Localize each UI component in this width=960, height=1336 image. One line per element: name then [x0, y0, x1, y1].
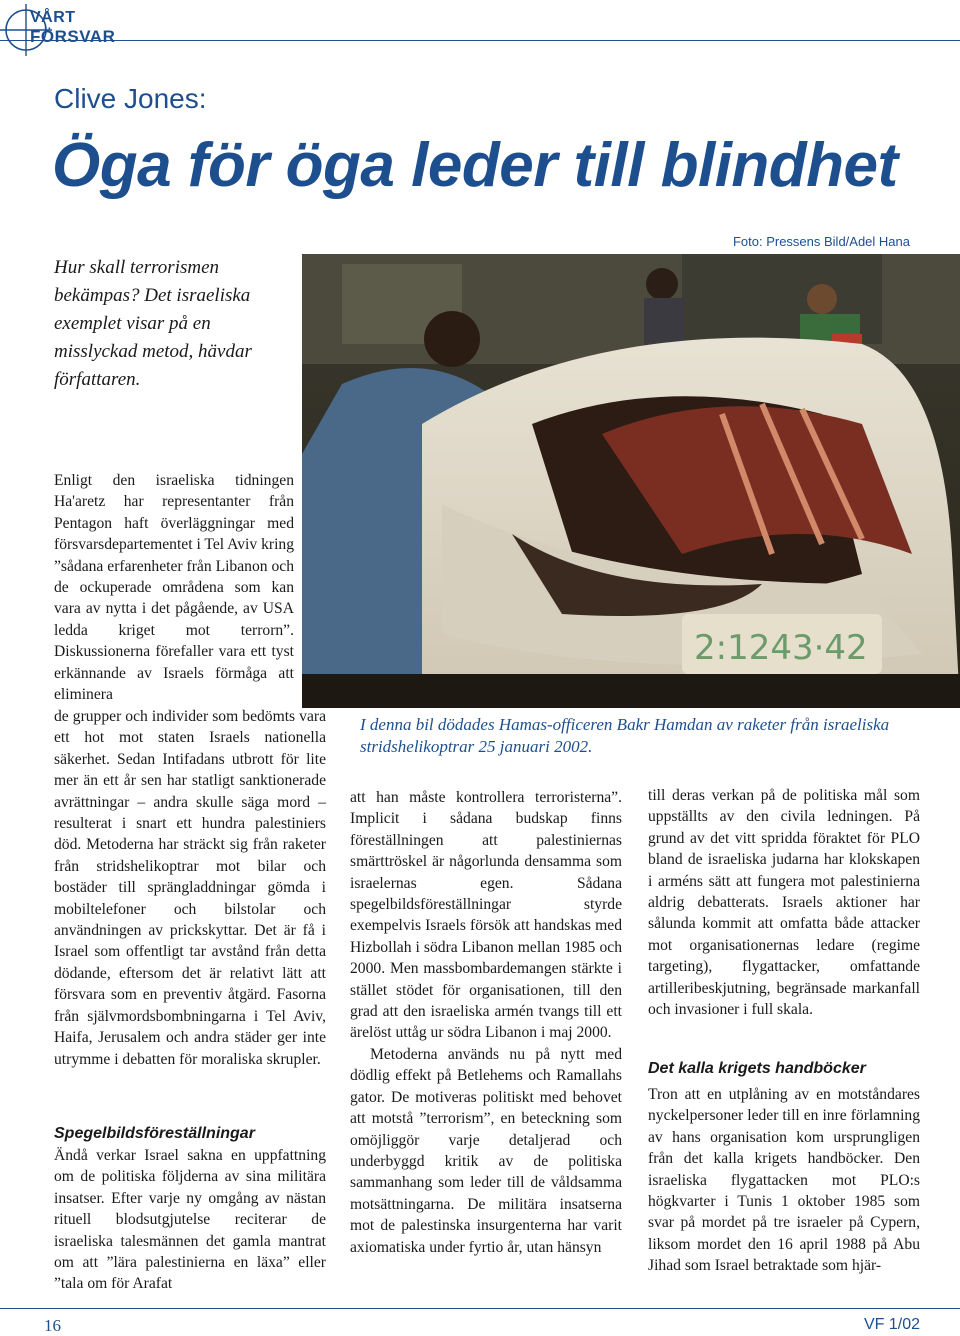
article-ingress: Hur skall terrorismen bekämpas? Det israeliska exemplet visar på en misslyckad metod, hävdar författaren.	[54, 257, 252, 390]
bombed-car-photo-icon	[302, 254, 960, 708]
column-2	[350, 787, 622, 1258]
column-2-paragraph-2: Metoderna används nu på nytt med dödlig effekt på Betlehems och Ramallahs gator. De motiveras politiskt med behovet att motstå ”terrorism”, en beteckning som omöjliggör varje detaljerad och underbyggd kritik av de politiska sammanhang som leder till de våldsamma motsättningarna. De militära insatserna mot de palestinska insurgenterna har varit axiomatiska under fyrtio år, utan hänsyn	[350, 1045, 622, 1256]
license-plate: 2:1243·42	[694, 628, 868, 668]
magazine-logo	[0, 0, 130, 60]
photo-credit: Foto: Pressens Bild/Adel Hana	[732, 234, 910, 249]
column-3-top: till deras verkan på de politiska mål som uppställts av den civila ledningen. På grund av det vitt spridda föraktet för PLO bland de israeliska judarna har klokskapen i arméns sätt att fungera mot palestinierna aldrig debatterats. Israels aktioner har sålunda kommit att omfatta både attacker mot organisationernas ledare (regime targeting), flygattacker, omfattande artilleribeskjutning, begränsade markanfall och invasioner i full skala.	[648, 787, 920, 1019]
column-3-bottom: Tron att en utplåning av en motståndares nyckelpersoner leder till en inre förlamning av hans organisation kom ursprungligen från det kalla krigets handböcker. Den israeliska flygattacken mot PLO:s högkvarter i Tunis 1 oktober 1985 som svar på mordet på tre israeler på Cypern, liksom mordet den 16 april 1988 på Abu Jihad som Israel betraktade som hjär-	[648, 1086, 920, 1275]
column-2-paragraph-1: att han måste kontrollera terroristerna”. Implicit i sådana budskap finns föreställningen att palestiniernas smärttröskel är någorlunda densamma som israelernas egen. Sådana spegelbildsföreställningar styrde exempelvis Israels försök att handskas med Hizbollah i södra Libanon mellan 1985 och 2000. Men massbombardemangen stärkte i stället stödet för organisationen, till den grad att den israeliska armén tvangs till ett ärelöst uttåg ur södra Libanon i maj 2000.	[350, 789, 622, 1042]
subheading-spegelbild: Spegelbildsföreställningar	[54, 1125, 255, 1142]
header-rule	[0, 40, 960, 41]
subheading-kalla-kriget: Det kalla krigets handböcker	[648, 1060, 866, 1077]
logo-line-2: FÖRSVAR	[30, 27, 116, 46]
column-1-end: Ändå verkar Israel sakna en uppfattning om de politiska följderna av sina militära insatser. Efter varje ny omgång av nästan rituell blodsutgjutelse reciterar de israeliska talesmännen det gamla mantrat om att ”lära palestinierna en läxa” eller ”tala om för Arafat	[54, 1147, 326, 1293]
article-photo	[302, 254, 960, 708]
issue-label: VF 1/02	[863, 1316, 920, 1333]
logo-line-1: VÅRT	[30, 9, 76, 26]
photo-caption: I denna bil dödades Hamas-officeren Bakr Hamdan av raketer från israeliska stridshelikoptrar 25 januari 2002.	[360, 715, 890, 756]
column-1-top: Enligt den israeliska tidningen Ha'aretz har representanter från Pentagon haft överläggningar med försvarsdepartementet i Tel Aviv kring ”sådana erfarenheter från Libanon och de ockuperade områdena som kan vara av nytta i det pågående, av USA ledda kriget mot terrorn”. Diskussionerna förefaller vara ett tyst erkännande av Israels förmåga att eliminera	[54, 472, 294, 704]
column-1-bottom: de grupper och individer som bedömts vara ett hot mot staten Israels nationella säkerhet. Sedan Intifadans utbrott för lite mer än ett år sen har statligt sanktionerade avrättningar – andra skulle säga mord – resulterat i snart ett hundra palestiniers död. Metoderna har sträckt sig från raketer från stridshelikoptrar mot bilar och bostäder till sprängladdningar gömda i mobiltelefoner och bilstolar och användningen av prickskyttar. Det är få i Israel som offentligt tar avstånd från detta dödande, eftersom det är relativt lätt att försvara som en preventiv åtgärd. Fasorna från självmordsbombningarna i Tel Aviv, Haifa, Jerusalem och andra städer ger inte utrymme i debatten för moraliska skrupler.	[54, 708, 326, 1068]
page-number: 16	[44, 1316, 61, 1335]
footer-rule	[0, 1308, 960, 1309]
author-name: Clive Jones:	[54, 83, 207, 114]
article-headline: Öga för öga leder till blindhet	[52, 131, 898, 200]
